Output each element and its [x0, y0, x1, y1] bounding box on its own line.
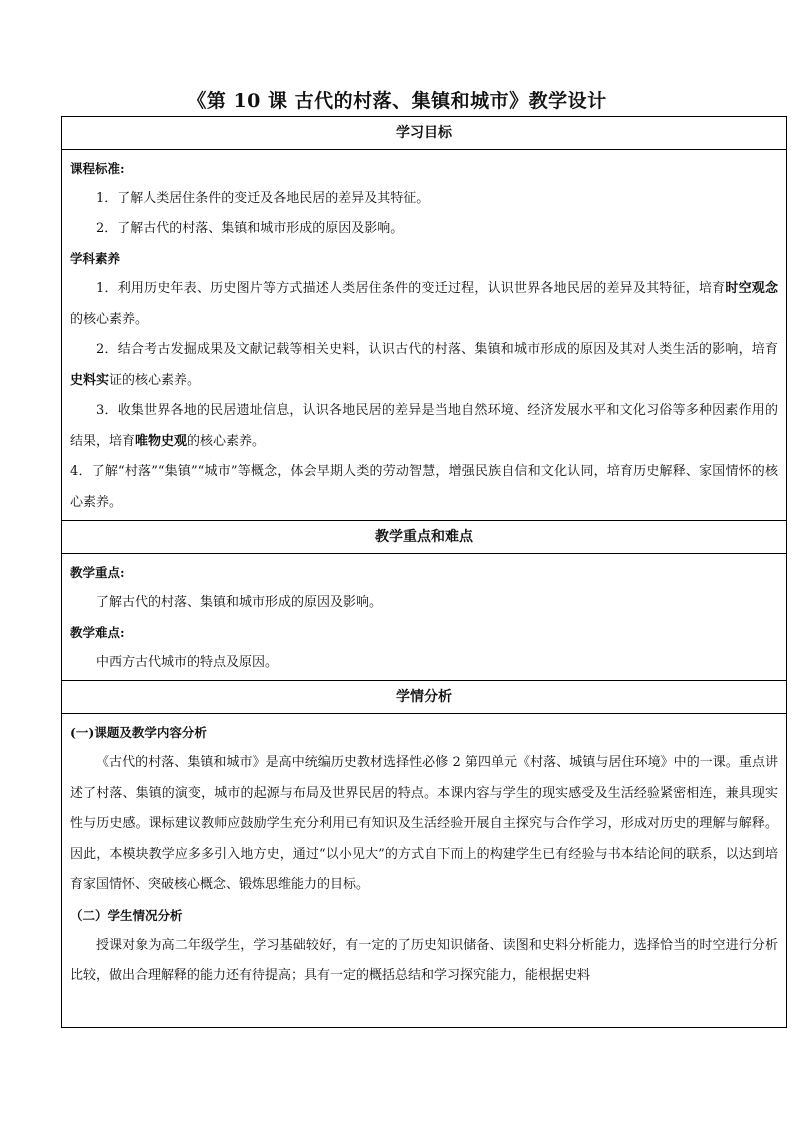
curriculum-item: 1．了解人类居住条件的变迁及各地民居的差异及其特征。: [96, 191, 430, 206]
key-point-text: 了解古代的村落、集镇和城市形成的原因及影响。: [96, 595, 383, 610]
content-analysis-label: (一)课题及教学内容分析: [70, 725, 207, 740]
page-title: 《第 10 课 古代的村落、集镇和城市》教学设计: [187, 90, 607, 112]
student-analysis-label: （二）学生情况分析: [70, 907, 183, 923]
literacy-item: 3．收集世界各地的民居遗址信息，认识各地民居的差异是当地自然环境、经济发展水平和文化习俗等多种因素作用的结果，培育唯物史观的核心素养。: [70, 403, 778, 449]
literacy-item: 1．利用历史年表、历史图片等方式描述人类居住条件的变迁过程，认识世界各地民居的差异及其特征，培育时空观念的核心素养。: [70, 281, 778, 327]
literacy-item: 4．了解“村落”“集镇”“城市”等概念，体会早期人类的劳动智慧，增强民族自信和文化认同，培育历史解释、家国情怀的核心素养。: [70, 464, 778, 510]
section-heading-learner-analysis: 学情分析: [62, 681, 786, 714]
student-analysis-text: 授课对象为高二年级学生，学习基础较好，有一定的了历史知识储备、读图和史料分析能力，选择恰当的时空进行分析比较，做出合理解释的能力还有待提高；具有一定的概括总结和学习探究能力，能根据史料: [70, 937, 778, 983]
objectives-body: [62, 150, 786, 521]
difficulty-text: 中西方古代城市的特点及原因。: [96, 655, 279, 670]
lesson-plan-table: [61, 116, 787, 1028]
subject-literacy-label: 学科素养: [70, 251, 121, 266]
key-point-label: 教学重点:: [70, 565, 125, 580]
content-analysis-text: 《古代的村落、集镇和城市》是高中统编历史教材选择性必修 2 第四单元《村落、城镇与居住环境》中的一课。重点讲述了村落、集镇的演变，城市的起源与布局及世界民居的特点。本课内容与学生的现实感受及生活经验紧密相连，兼具现实性与历史感。课标建议教师应鼓励学生充分利用已有知识及生活经验开展自主探究与合作学习，形成对历史的理解与解释。因此，本模块教学应多多引入地方史，通过“以小见大”的方式自下而上的构建学生已有经验与书本结论间的联系，以达到培育家国情怀、突破核心概念、锻炼思维能力的目标。: [70, 755, 778, 892]
section-heading-objectives: 学习目标: [62, 117, 786, 150]
curriculum-item: 2．了解古代的村落、集镇和城市形成的原因及影响。: [96, 221, 404, 236]
key-points-body: [62, 554, 786, 681]
section-heading-key-points: 教学重点和难点: [62, 521, 786, 554]
curriculum-standard-label: 课程标准:: [70, 161, 125, 176]
difficulty-label: 教学难点:: [70, 625, 125, 640]
learner-analysis-body: [62, 714, 786, 994]
literacy-item: 2．结合考古发掘成果及文献记载等相关史料，认识古代的村落、集镇和城市形成的原因及其对人类生活的影响，培育史料实证的核心素养。: [70, 342, 778, 388]
